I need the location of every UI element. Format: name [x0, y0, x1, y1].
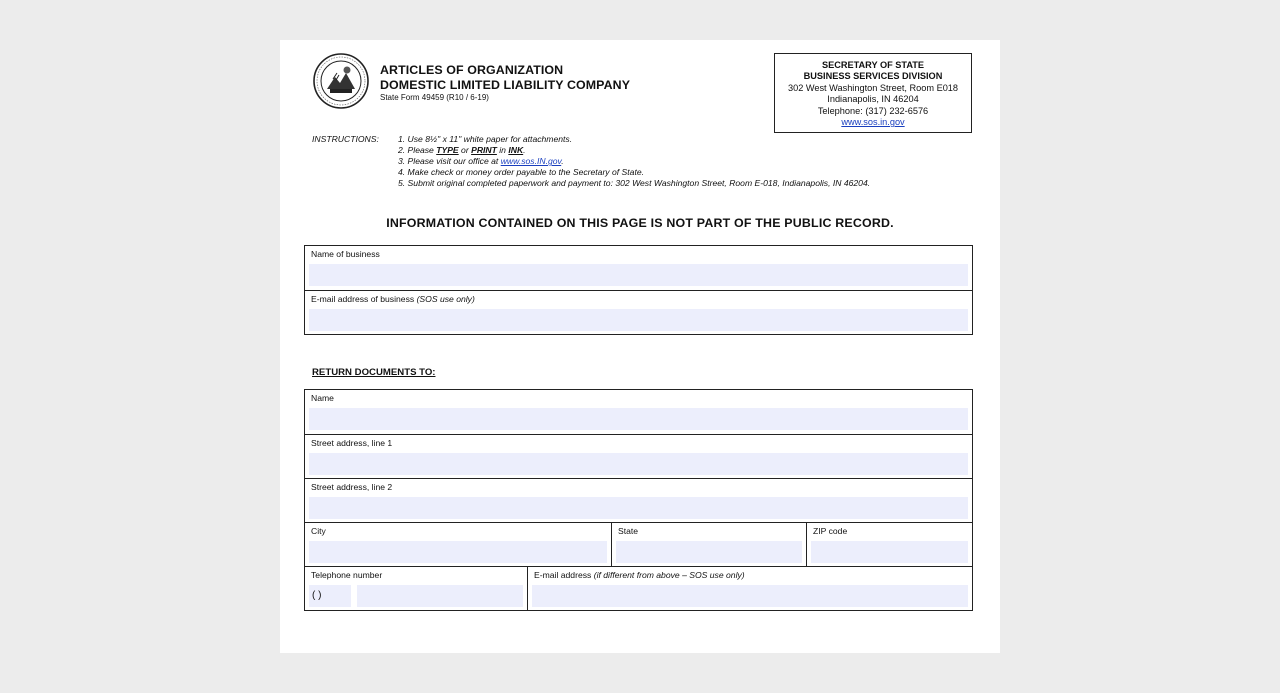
business-email-field[interactable] [309, 309, 968, 331]
return-email-field[interactable] [532, 585, 968, 607]
return-email-label: E-mail address (if different from above – SOS use only) [534, 570, 745, 580]
sos-address-box [774, 53, 972, 133]
state-field[interactable] [616, 541, 802, 563]
instruction-3: 3. Please visit our office at www.sos.IN.gov. [398, 156, 564, 167]
instruction-1: 1. Use 8½" x 11" white paper for attachments. [398, 134, 573, 144]
phone-field[interactable] [357, 585, 523, 607]
street1-field[interactable] [309, 453, 968, 475]
sos-line3: 302 West Washington Street, Room E018 [787, 82, 959, 93]
city-state-zip-row [305, 522, 972, 566]
area-code-field[interactable]: ( ) [309, 585, 351, 607]
city-label: City [311, 526, 326, 536]
street1-row [305, 434, 972, 478]
public-record-notice: INFORMATION CONTAINED ON THIS PAGE IS NOT PART OF THE PUBLIC RECORD. [386, 216, 894, 230]
city-field[interactable] [309, 541, 607, 563]
return-documents-heading: RETURN DOCUMENTS TO: [312, 367, 436, 378]
business-name-field[interactable] [309, 264, 968, 286]
sos-line2: BUSINESS SERVICES DIVISION [803, 71, 943, 82]
instruction-4: 4. Make check or money order payable to the Secretary of State. [398, 167, 645, 178]
state-seal-icon [313, 53, 369, 109]
business-info-box [304, 245, 973, 335]
business-email-label: E-mail address of business (SOS use only) [311, 294, 475, 304]
sos-office-link[interactable]: www.sos.IN.gov [500, 156, 562, 167]
return-name-row [305, 390, 972, 434]
business-name-label: Name of business [311, 249, 380, 259]
form-number: State Form 49459 (R10 / 6-19) [380, 93, 489, 102]
return-name-label: Name [311, 393, 334, 403]
zip-label: ZIP code [813, 526, 848, 536]
street2-label: Street address, line 2 [311, 482, 393, 492]
phone-label: Telephone number [311, 570, 383, 580]
business-name-row [305, 246, 972, 290]
phone-email-row [305, 566, 972, 610]
street2-field[interactable] [309, 497, 968, 519]
return-documents-box [304, 389, 973, 611]
zip-field[interactable] [811, 541, 968, 563]
sos-website-link[interactable]: www.sos.in.gov [841, 117, 905, 128]
street2-row [305, 478, 972, 522]
form-title [380, 63, 630, 93]
form-title-line2: DOMESTIC LIMITED LIABILITY COMPANY [380, 78, 631, 92]
state-label: State [618, 526, 639, 536]
instructions-label: INSTRUCTIONS: [312, 134, 379, 144]
sos-line5: Telephone: (317) 232-6576 [817, 105, 929, 116]
sos-line4: Indianapolis, IN 46204 [827, 94, 919, 105]
form-title-line1: ARTICLES OF ORGANIZATION [380, 63, 564, 77]
sos-line1: SECRETARY OF STATE [821, 60, 925, 70]
form-page [280, 40, 1000, 653]
business-email-row [305, 290, 972, 334]
return-name-field[interactable] [309, 408, 968, 430]
street1-label: Street address, line 1 [311, 438, 393, 448]
instruction-5: 5. Submit original completed paperwork and payment to: 302 West Washington Street, Room E-018, Indianapolis, IN 46204. [398, 178, 871, 189]
instructions-list [398, 134, 870, 189]
instruction-2: 2. Please TYPE or PRINT in INK. [398, 145, 526, 156]
